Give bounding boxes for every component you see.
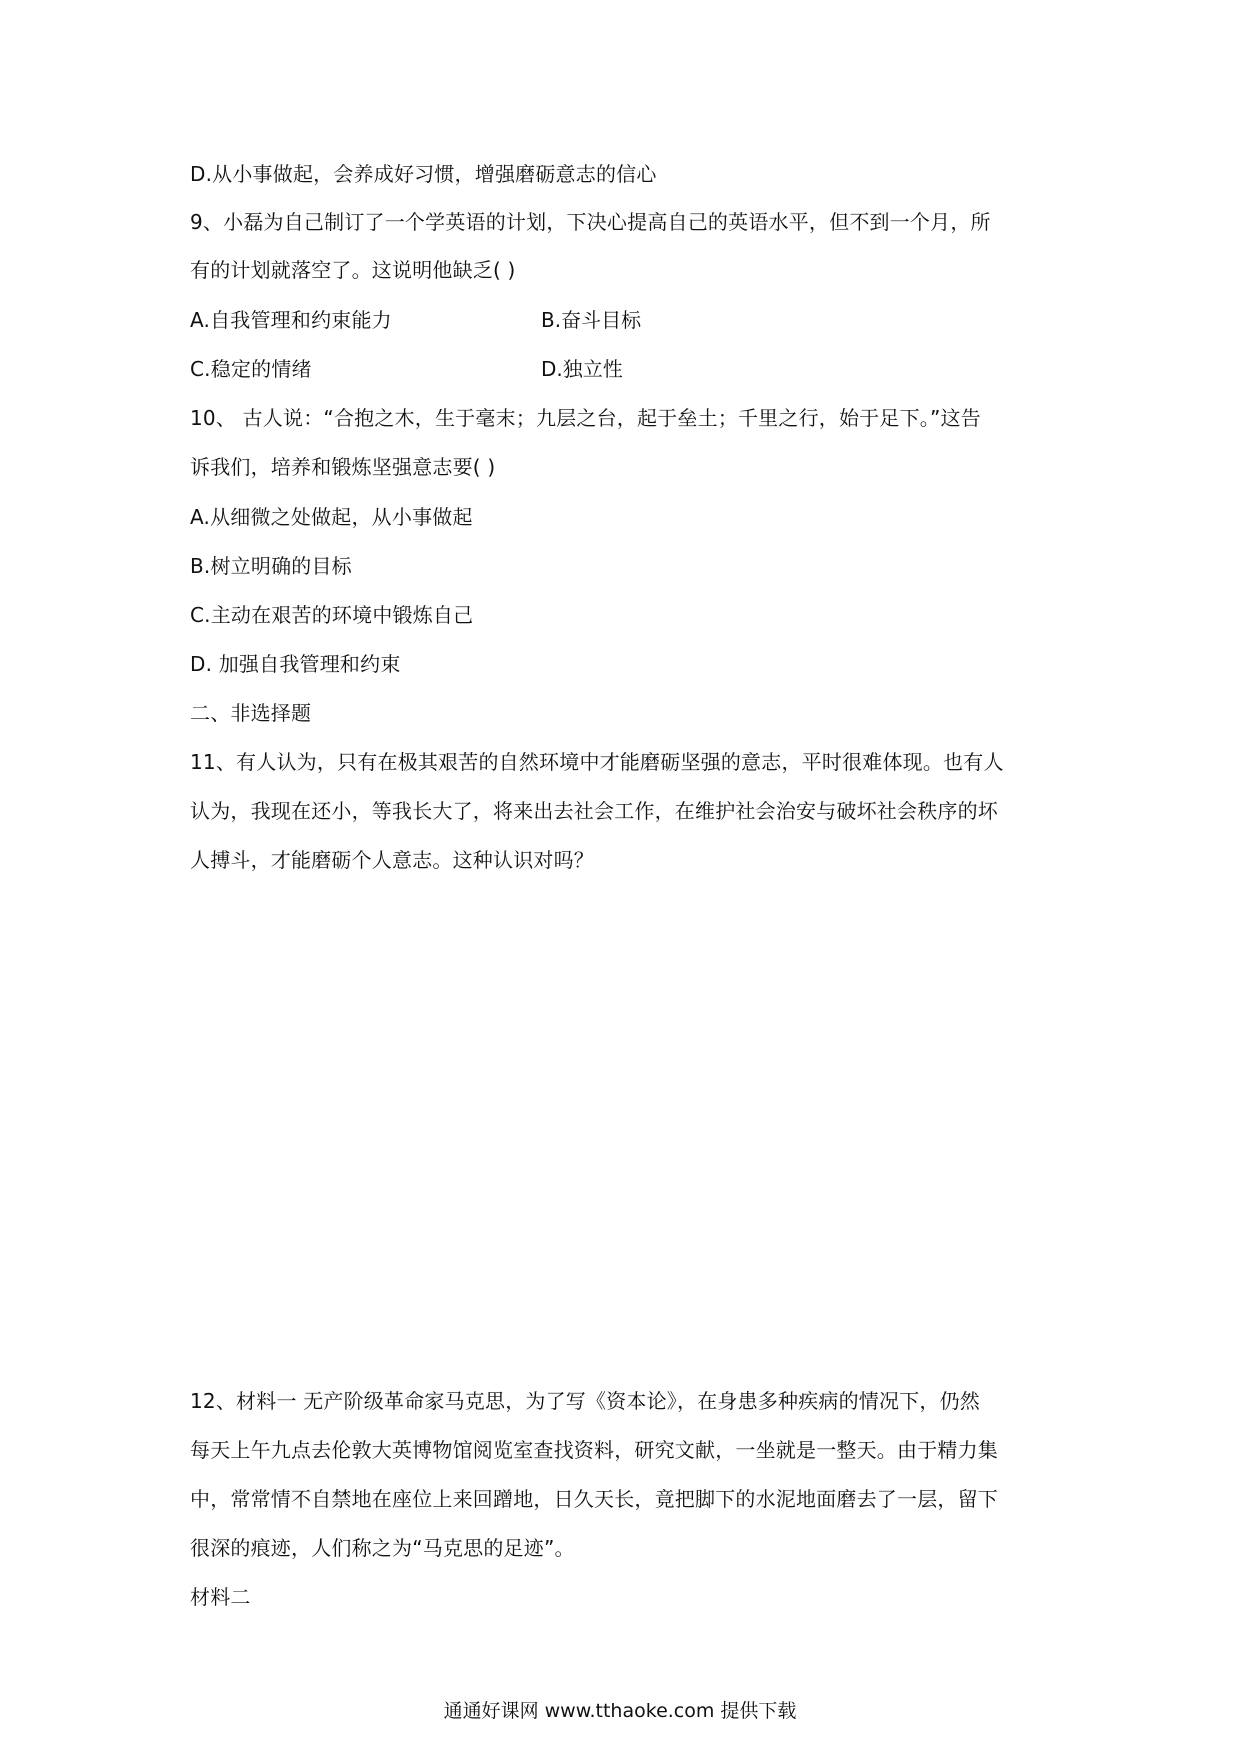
q12-line-4: 很深的痕迹，人们称之为“马克思的足迹”。 bbox=[190, 1536, 575, 1560]
q12-material-2-label: 材料二 bbox=[190, 1585, 251, 1609]
q9-option-b: B.奋斗目标 bbox=[541, 308, 642, 332]
q12-line-1: 12、材料一 无产阶级革命家马克思，为了写《资本论》，在身患多种疾病的情况下，仍然 bbox=[190, 1389, 981, 1413]
q10-option-a: A.从细微之处做起，从小事做起 bbox=[190, 505, 473, 529]
q11-line-2: 认为，我现在还小，等我长大了，将来出去社会工作，在维护社会治安与破坏社会秩序的坏 bbox=[190, 799, 998, 823]
q9-option-d: D.独立性 bbox=[541, 357, 623, 381]
q9-stem-line-1: 9、小磊为自己制订了一个学英语的计划，下决心提高自己的英语水平，但不到一个月，所 bbox=[190, 210, 991, 234]
q8-option-d: D.从小事做起，会养成好习惯，增强磨砺意志的信心 bbox=[190, 162, 657, 186]
q9-option-a: A.自我管理和约束能力 bbox=[190, 308, 392, 332]
q10-option-b: B.树立明确的目标 bbox=[190, 554, 352, 578]
q11-line-1: 11、有人认为，只有在极其艰苦的自然环境中才能磨砺坚强的意志，平时很难体现。也有人 bbox=[190, 750, 1004, 774]
q10-option-c: C.主动在艰苦的环境中锻炼自己 bbox=[190, 603, 474, 627]
page-footer: 通通好课网 www.tthaoke.com 提供下载 bbox=[443, 1700, 797, 1722]
section-2-heading: 二、非选择题 bbox=[190, 701, 312, 725]
q10-stem-line-1: 10、 古人说：“合抱之木，生于毫末；九层之台，起于垒土；千里之行，始于足下。”这告 bbox=[190, 406, 981, 430]
q12-line-3: 中，常常情不自禁地在座位上来回蹭地，日久天长，竟把脚下的水泥地面磨去了一层，留下 bbox=[190, 1487, 998, 1511]
q11-line-3: 人搏斗，才能磨砺个人意志。这种认识对吗？ bbox=[190, 848, 594, 872]
q9-stem-line-2: 有的计划就落空了。这说明他缺乏( ) bbox=[190, 258, 516, 282]
q10-option-d: D. 加强自我管理和约束 bbox=[190, 652, 401, 676]
q9-option-c: C.稳定的情绪 bbox=[190, 357, 312, 381]
q10-stem-line-2: 诉我们，培养和锻炼坚强意志要( ) bbox=[190, 455, 496, 479]
q12-line-2: 每天上午九点去伦敦大英博物馆阅览室查找资料，研究文献，一坐就是一整天。由于精力集 bbox=[190, 1438, 998, 1462]
